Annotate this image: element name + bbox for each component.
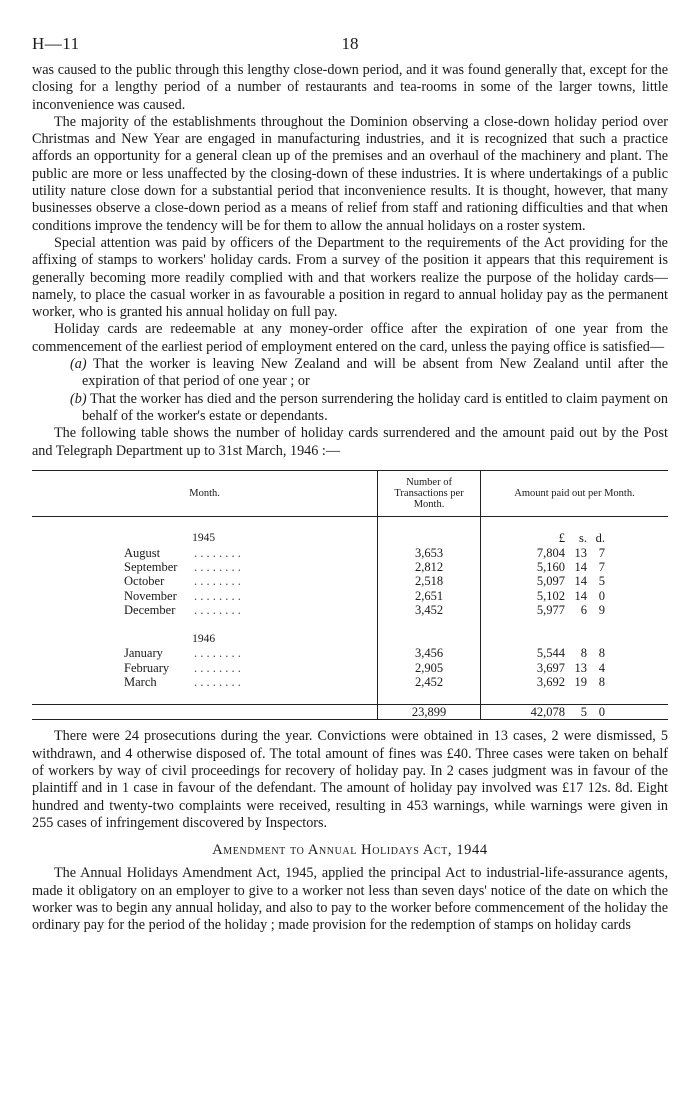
unit-shillings: s. <box>578 531 587 546</box>
amount-pence: 4 <box>598 660 605 675</box>
month-name: August <box>124 545 161 560</box>
table-header-row <box>32 470 668 516</box>
amount-pounds: 5,160 <box>536 560 565 575</box>
total-transactions: 23,899 <box>378 705 481 720</box>
amount-shillings: 14 <box>574 588 587 603</box>
leader-dots: . . . . . . . . <box>194 675 241 690</box>
table-body <box>32 516 668 720</box>
transactions-cell: 2,905 <box>378 661 481 675</box>
amount-pence: 9 <box>598 603 605 618</box>
page-number: 18 <box>341 34 359 53</box>
unit-pounds: £ <box>558 531 565 546</box>
leader-dots: . . . . . . . . <box>194 574 241 589</box>
units-row <box>483 531 666 545</box>
leader-dots: . . . . . . . . <box>194 660 241 675</box>
amount-pence: 7 <box>598 545 605 560</box>
paragraph-2: The majority of the establishments throughout the Dominion observing a close-down holiday period over Christmas and New Year are engaged in manufacturing industries, and it is recognized that such a practice affords an opportunity for a general clean up of the premises and an overhaul of the machinery and plant. The public are more or less unaffected by the closing-down of these industries. It is where undertakings of a public utility nature close down for a substantial period that inconvenience results. It is thought, however, that many businesses observe a close-down period as a means of relief from staff and rationing difficulties and that when conditions improve the tendency will be for them to allow the annual holidays on a roster system. <box>32 113 668 234</box>
paragraph-5: The following table shows the number of holiday cards surrendered and the amount paid out by the Post and Telegraph Department up to 31st March, 1946 :— <box>32 425 668 459</box>
amount-pence: 8 <box>598 675 605 690</box>
table-row <box>32 661 668 675</box>
table-row <box>32 546 668 560</box>
table-row <box>32 574 668 588</box>
clause-a <box>70 356 668 391</box>
section-heading: Amendment to Annual Holidays Act, 1944 <box>212 842 488 859</box>
leader-dots: . . . . . . . . <box>194 646 241 661</box>
amount-shillings: 14 <box>574 560 587 575</box>
amount-pence: 8 <box>598 646 605 661</box>
paragraph-1: was caused to the public through this lengthy close-down period, and it was found generally that, except for the closing for a lengthy period of a number of restaurants and tea-rooms in some of the larger towns, little inconvenience was caused. <box>32 62 668 113</box>
table-row <box>32 560 668 574</box>
paragraph-3: Special attention was paid by officers of the Department to the requirements of the Act providing for the affixing of stamps to workers' holiday cards. From a survey of the position it appears that this requirement is generally becoming more readily complied with and that workers realize the purpose of the holiday cards—namely, to place the casual worker in as favourable a position in regard to annual holiday pay as the permanent worker, who is granted his annual holiday on full pay. <box>32 234 668 321</box>
leader-dots: . . . . . . . . <box>194 545 241 560</box>
table-row <box>32 675 668 689</box>
transactions-cell: 3,653 <box>378 546 481 560</box>
total-pounds: 42,078 <box>530 705 565 720</box>
year-row-1946 <box>32 632 668 646</box>
transactions-cell: 2,651 <box>378 589 481 603</box>
month-name: December <box>124 603 176 618</box>
month-name: March <box>124 675 157 690</box>
month-name: September <box>124 560 178 575</box>
amount-pounds: 3,697 <box>536 660 565 675</box>
year-label: 1945 <box>192 532 216 545</box>
clause-b <box>70 391 668 426</box>
total-pence: 0 <box>598 705 605 720</box>
month-name: October <box>124 574 165 589</box>
transactions-cell: 2,812 <box>378 560 481 574</box>
leader-dots: . . . . . . . . <box>194 560 241 575</box>
month-name: January <box>124 646 163 661</box>
amount-pounds: 3,692 <box>536 675 565 690</box>
clause-b-text: That the worker has died and the person surrendering the holiday card is entitled to claim payment on behalf of the worker's estate or dependants. <box>82 390 668 424</box>
table-row <box>32 589 668 603</box>
amount-shillings: 13 <box>574 660 587 675</box>
amount-pounds: 5,097 <box>536 574 565 589</box>
leader-dots: . . . . . . . . <box>194 588 241 603</box>
transactions-cell: 2,452 <box>378 675 481 689</box>
total-shillings: 5 <box>580 705 587 720</box>
amount-shillings: 14 <box>574 574 587 589</box>
total-row <box>32 705 668 720</box>
holiday-cards-table <box>32 470 668 721</box>
header-transactions: Number of Transactions per Month. <box>378 470 481 516</box>
header-month: Month. <box>32 470 378 516</box>
paragraph-6: There were 24 prosecutions during the year. Convictions were obtained in 13 cases, 2 were dismissed, 5 withdrawn, and 4 otherwise disposed of. The total amount of fines was £40. Three cases were taken on behalf of workers by way of civil proceedings for recovery of holiday pay. In 2 cases judgment was in favour of the plaintiff and in 1 case in favour of the defendant. The amount of holiday pay involved was £17 12s. 8d. Eight hundred and twenty-two complaints were received, resulting in 453 warnings, while warnings were given in 255 cases of infringement discovered by Inspectors. <box>32 728 668 831</box>
amount-pence: 0 <box>598 588 605 603</box>
header-amount: Amount paid out per Month. <box>480 470 668 516</box>
clause-a-label: (a) <box>70 356 87 373</box>
amount-pounds: 7,804 <box>536 545 565 560</box>
unit-pence: d. <box>595 531 605 546</box>
paragraph-7: The Annual Holidays Amendment Act, 1945, applied the principal Act to industrial-life-assurance agents, made it obligatory on an employer to give to a worker not less than seven days' notice of the date on which the worker was to begin any annual holiday, and also to pay to the worker before commencement of the holiday the ordinary pay for the period of the holiday ; made provision for the redemption of stamps on holiday cards <box>32 865 668 934</box>
leader-dots: . . . . . . . . <box>194 603 241 618</box>
amount-pounds: 5,102 <box>536 588 565 603</box>
table-row <box>32 646 668 660</box>
transactions-cell: 3,452 <box>378 603 481 617</box>
document-reference: H—11 <box>32 34 80 53</box>
page-header <box>32 34 668 62</box>
amount-shillings: 13 <box>574 545 587 560</box>
amount-pence: 7 <box>598 560 605 575</box>
paragraph-4: Holiday cards are redeemable at any money-order office after the expiration of one year from the commencement of the earliest period of employment entered on the card, unless the paying office is satisfied— <box>32 321 668 355</box>
month-name: February <box>124 660 170 675</box>
amount-pounds: 5,977 <box>536 603 565 618</box>
document-page <box>32 34 668 934</box>
amount-shillings: 6 <box>580 603 587 618</box>
year-row-1945 <box>32 531 668 545</box>
transactions-cell: 3,456 <box>378 646 481 660</box>
clause-b-label: (b) <box>70 390 87 407</box>
table-row <box>32 603 668 617</box>
amount-pounds: 5,544 <box>536 646 565 661</box>
amount-shillings: 19 <box>574 675 587 690</box>
amount-shillings: 8 <box>580 646 587 661</box>
year-label: 1946 <box>192 633 216 646</box>
transactions-cell: 2,518 <box>378 574 481 588</box>
amount-pence: 5 <box>598 574 605 589</box>
clause-a-text: That the worker is leaving New Zealand and will be absent from New Zealand until after the expiration of that period of one year ; or <box>82 356 668 390</box>
month-name: November <box>124 588 177 603</box>
